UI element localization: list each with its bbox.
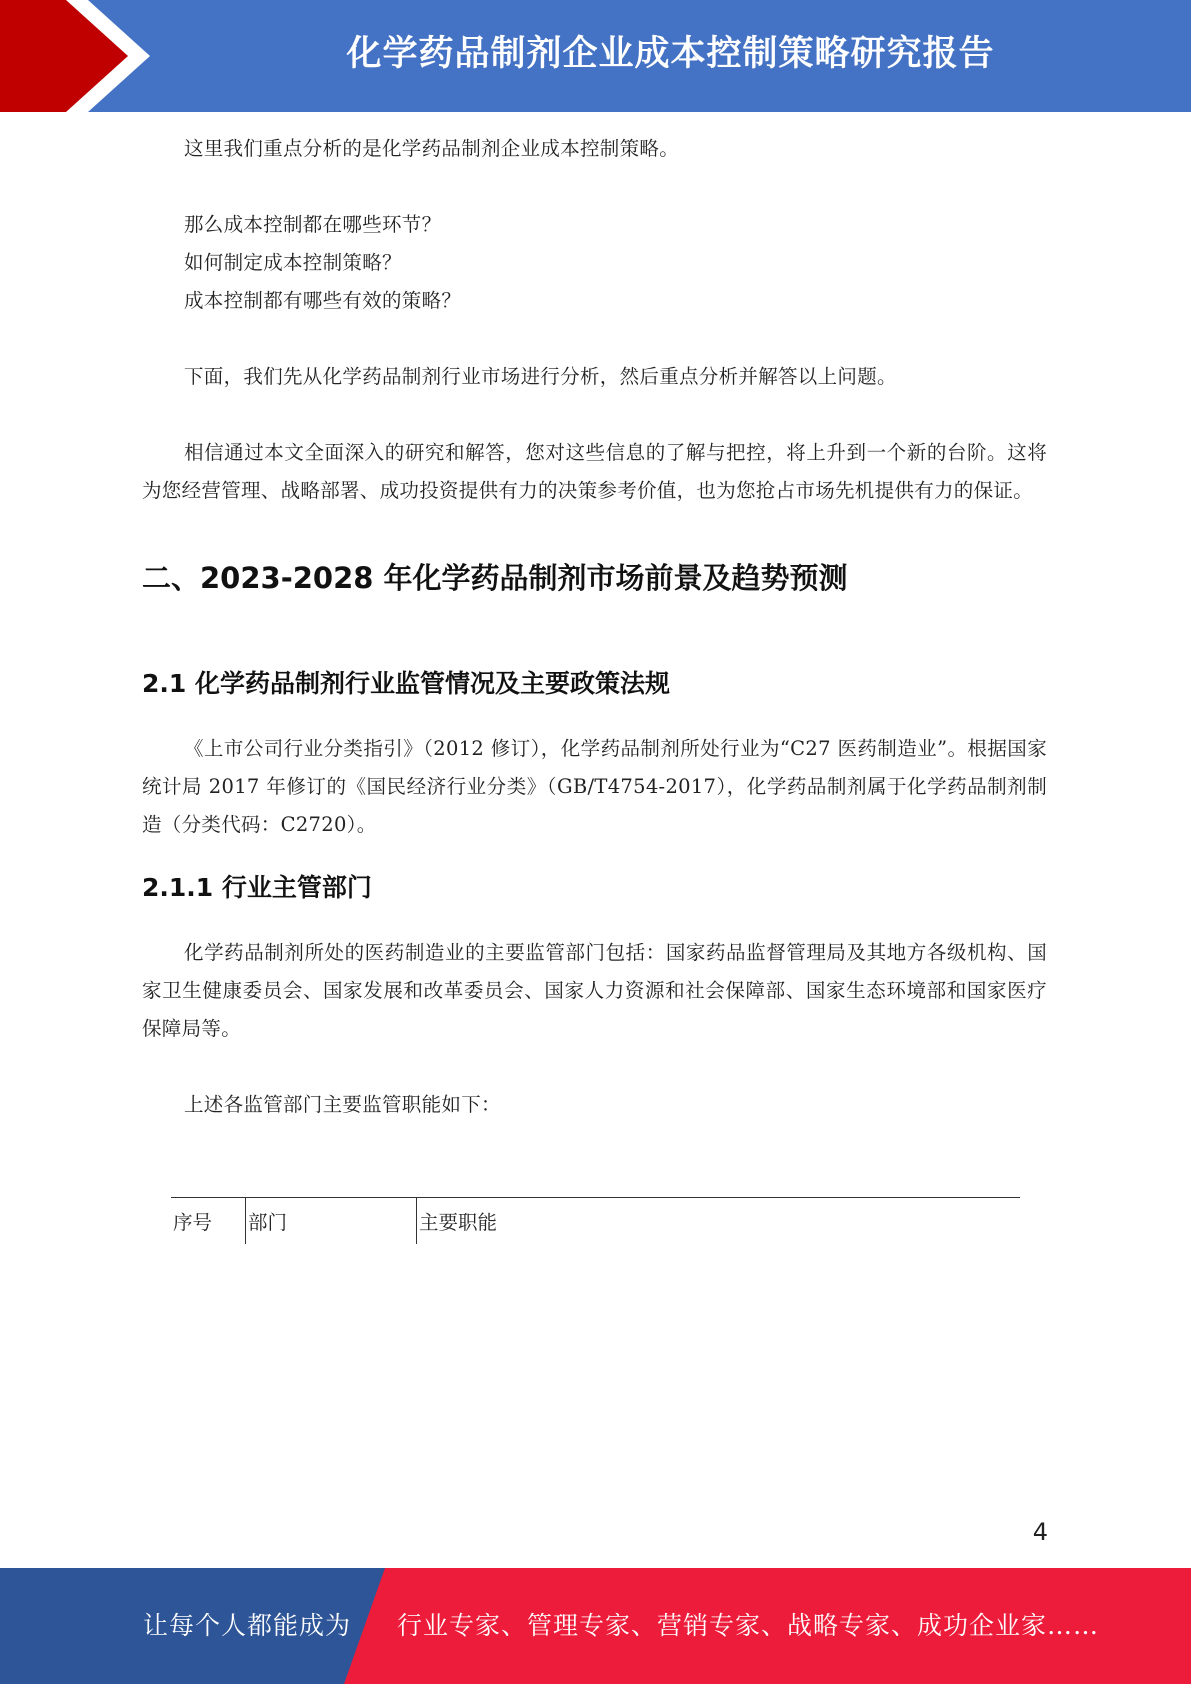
- header-arrow-decoration: [0, 0, 160, 112]
- footer-slogan-left: 让每个人都能成为: [143, 1611, 352, 1640]
- footer-slogan-right: 行业专家、管理专家、营销专家、战略专家、成功企业家……: [397, 1611, 1100, 1640]
- table-header-functions: 主要职能: [417, 1198, 1021, 1245]
- question-2: 如何制定成本控制策略？: [184, 251, 402, 274]
- section-heading: 二、2023-2028 年化学药品制剂市场前景及趋势预测: [142, 561, 848, 595]
- functions-table: [171, 1197, 1020, 1244]
- intro-paragraph: 这里我们重点分析的是化学药品制剂企业成本控制策略。: [184, 137, 680, 160]
- analysis-intro-paragraph: 下面，我们先从化学药品制剂行业市场进行分析，然后重点分析并解答以上问题。: [184, 365, 897, 388]
- page-header: [0, 0, 1191, 112]
- functions-table-wrapper: [171, 1197, 1020, 1244]
- question-3: 成本控制都有哪些有效的策略？: [184, 289, 462, 312]
- subsection-heading-2-1-1: 2.1.1 行业主管部门: [142, 873, 372, 902]
- regulators-paragraph: 化学药品制剂所处的医药制造业的主要监管部门包括：国家药品监督管理局及其地方各级机构、国家卫生健康委员会、国家发展和改革委员会、国家人力资源和社会保障部、国家生态环境部和国家医疗保障局等。: [142, 941, 1047, 1040]
- report-title: 化学药品制剂企业成本控制策略研究报告: [346, 34, 995, 74]
- subsection-heading-2-1: 2.1 化学药品制剂行业监管情况及主要政策法规: [142, 669, 670, 698]
- document-body: [142, 130, 1047, 1124]
- classification-paragraph: 《上市公司行业分类指引》（2012 修订），化学药品制剂所处行业为“C27 医药制造业”。根据国家统计局 2017 年修订的《国民经济行业分类》（GB/T4754-2017），化学药品制剂属于化学药品制剂制造（分类代码：C2720）。: [142, 737, 1047, 836]
- table-header-department: 部门: [246, 1198, 417, 1245]
- functions-lead-paragraph: 上述各监管部门主要监管职能如下：: [184, 1093, 501, 1116]
- question-1: 那么成本控制都在哪些环节？: [184, 213, 442, 236]
- table-header-row: [171, 1198, 1020, 1245]
- value-paragraph: 相信通过本文全面深入的研究和解答，您对这些信息的了解与把控，将上升到一个新的台阶。这将为您经营管理、战略部署、成功投资提供有力的决策参考价值，也为您抢占市场先机提供有力的保证。: [142, 441, 1047, 502]
- page-footer: [0, 1568, 1191, 1684]
- table-header-index: 序号: [171, 1198, 246, 1245]
- page-number: 4: [1032, 1518, 1048, 1546]
